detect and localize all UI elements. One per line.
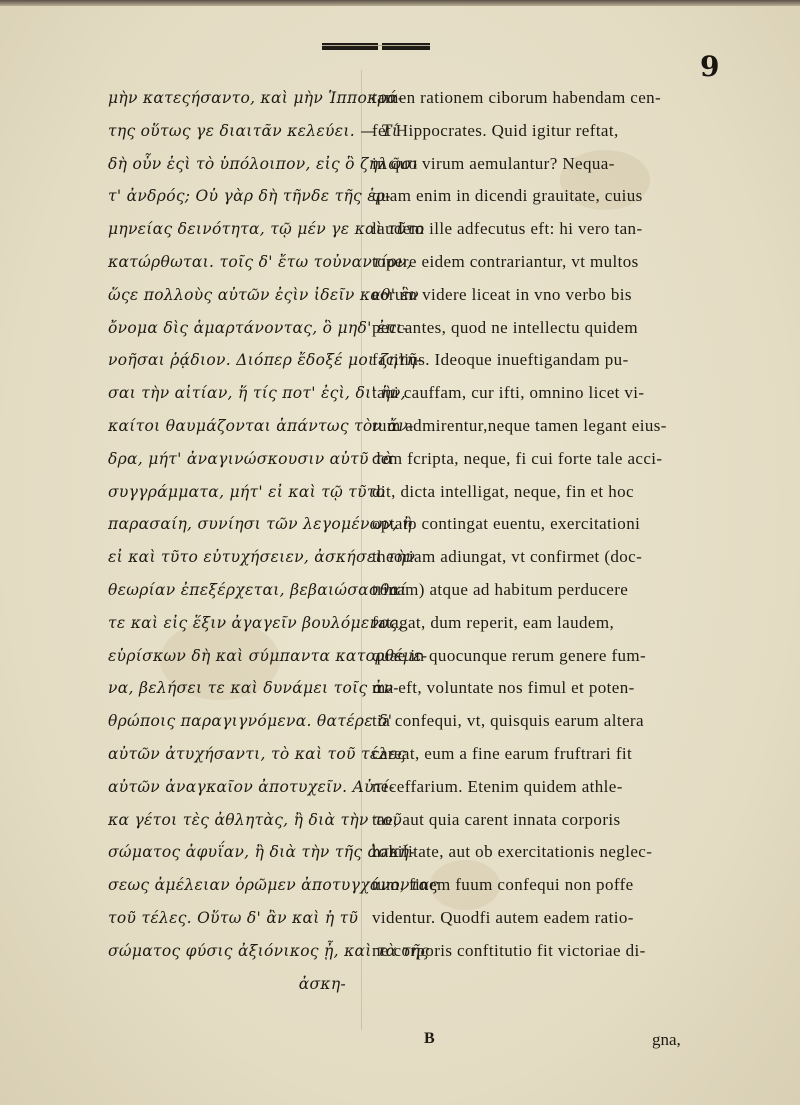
text-line: σαι τὴν αἰτίαν, ἥ τίς ποτ' ἐςὶ, δι' ἣν, xyxy=(108,384,406,403)
text-line: νοῆσαι ῥᾴδιον. Διόπερ ἔδοξέ μοι ζητῆ- xyxy=(108,351,422,370)
text-line: τε καὶ εἰς ἕξιν ἀγαγεῖν βουλόμενος, xyxy=(108,613,404,632)
greek-text-column xyxy=(108,82,439,1000)
text-line: σεως ἀμέλειαν ὁρῶμεν ἀποτυγχάνοντας xyxy=(108,876,439,895)
text-line: ὄνομα δὶς ἁμαρτάνοντας, ὃ μηδ' ἐπι- xyxy=(108,318,408,337)
text-line: optato contingat euentu, exercitationi xyxy=(372,514,641,534)
text-line: θεωρίαν ἐπεξέρχεται, βεβαιώσασθαί xyxy=(108,580,407,599)
text-line: eorum videre liceat in vno verbo bis xyxy=(372,284,632,304)
text-line: δρα, μήτ' ἀναγινώσκουσιν αὐτῦ τὰ xyxy=(108,449,394,468)
text-line: συγγράμματα, μήτ' εἰ καὶ τῷ τῦτο xyxy=(108,482,386,501)
text-line: εὑρίσκων δὴ καὶ σύμπαντα κατορθέμε- xyxy=(108,646,428,665)
page-top-edge xyxy=(0,0,800,6)
page-number: 9 xyxy=(700,50,720,83)
text-line: topere eidem contrariantur, vt multos xyxy=(372,251,639,271)
text-line: trinam) atque ad habitum perducere xyxy=(372,579,629,599)
text-line: taui cauffam, cur ifti, omnino licet vi- xyxy=(372,383,645,403)
latin-text-column xyxy=(372,82,700,968)
text-line: ὥςε πολλοὺς αὐτῶν ἐςὶν ἰδεῖν καθ' ἓν xyxy=(108,285,419,304)
text-line: εἰ καὶ τῦτο εὐτυχήσειεν, ἀσκήσει τὴν xyxy=(108,548,416,567)
text-line: ne corporis conftitutio fit victoriae di- xyxy=(372,940,646,960)
text-line: dem fcripta, neque, fi cui forte tale acci- xyxy=(372,448,663,468)
text-line: in quo virum aemulantur? Nequa- xyxy=(372,153,615,173)
text-line: κα γέτοι τὲς ἀθλητὰς, ἢ διὰ τὴν τοῦ xyxy=(108,810,403,829)
text-line: να, βελήσει τε καὶ δυνάμει τοῖς ἀν- xyxy=(108,679,399,698)
text-line: neceffarium. Etenim quidem athle- xyxy=(372,776,623,796)
text-line: της οὕτως γε διαιτᾶν κελεύει. — Τί xyxy=(108,121,399,140)
text-line: αὐτῶν ἀναγκαῖον ἀποτυχεῖν. Αὐτί- xyxy=(108,777,395,796)
text-line: tae, aut quia carent innata corporis xyxy=(372,809,621,829)
text-line: rum admirentur,neque tamen legant eius- xyxy=(372,415,667,435)
text-line: tum, finem fuum confequi non poffe xyxy=(372,875,634,895)
text-line: tia confequi, vt, quisquis earum altera xyxy=(372,711,644,731)
text-line: ἀσκη- xyxy=(298,974,346,993)
text-line: τοῦ τέλες. Οὕτω δ' ἂν καὶ ἡ τῦ xyxy=(108,908,359,927)
text-line: quae in quocunque rerum genere fum- xyxy=(372,645,647,665)
header-ornament xyxy=(322,43,430,50)
text-line: αὐτῶν ἀτυχήσαντι, τὸ καὶ τοῦ τέλες xyxy=(108,744,407,763)
text-line: δὴ οὖν ἐςὶ τὸ ὑπόλοιπον, εἰς ὃ ζηλῶσι xyxy=(108,154,419,173)
text-line: theoriam adiungat, vt confirmet (doc- xyxy=(372,547,643,567)
signature-mark: B xyxy=(424,1030,435,1047)
text-line: θρώποις παραγιγνόμενα. θατέρε δ' xyxy=(108,712,393,731)
text-line: παρασαίη, συνίησι τῶν λεγομένων, ἢ xyxy=(108,515,413,534)
text-line: καίτοι θαυμάζονται ἁπάντως τὸν ἄν- xyxy=(108,416,414,435)
text-line: fatagat, dum reperit, eam laudem, xyxy=(372,612,615,632)
text-line: fet Hippocrates. Quid igitur reftat, xyxy=(372,120,619,140)
text-line: facilius. Ideoque inueftigandam pu- xyxy=(372,350,629,370)
text-line: μὴν κατεςήσαντο, καὶ μὴν Ἱπποκρά- xyxy=(108,89,404,107)
text-line: videntur. Quodfi autem eadem ratio- xyxy=(372,907,634,927)
text-line: careat, eum a fine earum fruftrari fit xyxy=(372,743,633,763)
text-line: peccantes, quod ne intellectu quidem xyxy=(372,317,639,337)
text-line: laudem ille adfecutus eft: hi vero tan- xyxy=(372,219,643,239)
text-line: μηνείας δεινότητα, τῷ μέν γε καὶ τῦτο xyxy=(108,220,425,239)
text-line: ma eft, voluntate nos fimul et poten- xyxy=(372,678,635,698)
text-line: τ' ἀνδρός; Οὐ γὰρ δὴ τῆνδε τῆς ἑρ- xyxy=(108,187,391,206)
text-line: σώματος ἀφυΐαν, ἢ διὰ τὴν τῆς ἀσκή- xyxy=(108,843,415,862)
text-line: dit, dicta intelligat, neque, fin et hoc xyxy=(372,481,634,501)
text-line: κατώρθωται. τοῖς δ' ἔτω τοὐναντίον, xyxy=(108,252,412,271)
text-line: σώματος φύσις ἀξιόνικος ᾖ, καὶ τὰ τῆς xyxy=(108,941,430,960)
text-line: quam enim in dicendi grauitate, cuius xyxy=(372,186,643,206)
text-line: habilitate, aut ob exercitationis neglec- xyxy=(372,842,653,862)
catchword: gna, xyxy=(652,1030,681,1049)
text-line: tamen rationem ciborum habendam cen- xyxy=(372,88,662,107)
